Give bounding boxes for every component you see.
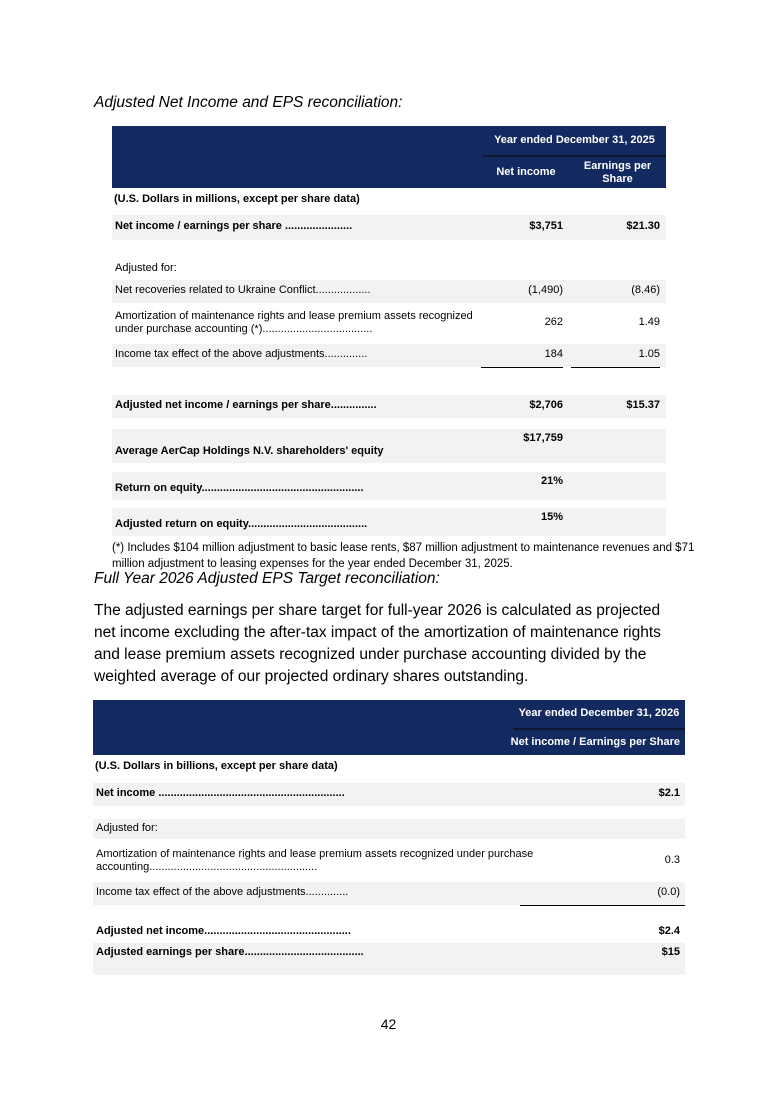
eps-target-table bbox=[93, 700, 685, 975]
table-row bbox=[112, 344, 666, 367]
table1-col-net-income: Net income bbox=[496, 165, 556, 178]
table2-units-note: (U.S. Dollars in billions, except per share data) bbox=[95, 760, 338, 772]
row-label: Adjusted return on equity....................................... bbox=[115, 518, 368, 530]
value-cell: 15% bbox=[540, 510, 563, 523]
value-cell: (8.46) bbox=[631, 284, 660, 297]
table-row bbox=[112, 472, 666, 500]
value-cell: 1.49 bbox=[638, 316, 660, 329]
value-cell: 1.05 bbox=[638, 348, 660, 361]
table1-footnote: (*) Includes $104 million adjustment to basic lease rents, $87 million adjustment to maintenance revenues and $71 million adjustment to leasing expenses for the year ended December 31, 2025. bbox=[112, 541, 695, 571]
section2-paragraph: The adjusted earnings per share target for full-year 2026 is calculated as projected net income excluding the after-tax impact of the amortization of maintenance rights and lease premium assets recognized under purchase accounting divided by the weighted average of our projected ordinary shares outstanding. bbox=[94, 602, 661, 685]
subtotal-rule bbox=[112, 367, 666, 369]
table2-col-header: Net income / Earnings per Share bbox=[510, 735, 680, 748]
value-cell: $2.4 bbox=[658, 924, 680, 937]
row-label: Net income / earnings per share ...................... bbox=[115, 220, 353, 233]
adjusted-net-income-table bbox=[112, 126, 695, 573]
row-label: Adjusted net income / earnings per share............... bbox=[115, 399, 377, 412]
value-cell: 184 bbox=[544, 348, 563, 361]
row-label: Amortization of maintenance rights and lease premium assets recognized under purchase accounting....................................................... bbox=[96, 847, 534, 874]
table2-header bbox=[93, 700, 685, 755]
table-row bbox=[112, 395, 666, 418]
table-row bbox=[112, 215, 666, 240]
table1-header bbox=[112, 126, 666, 188]
table-row bbox=[112, 429, 666, 463]
value-cell: 0.3 bbox=[664, 854, 680, 867]
row-label: Adjusted net income................................................ bbox=[96, 924, 351, 937]
table-row bbox=[112, 303, 666, 344]
table2-period-header: Year ended December 31, 2026 bbox=[513, 700, 685, 730]
value-cell: $3,751 bbox=[529, 220, 563, 233]
row-label: Adjusted earnings per share....................................... bbox=[96, 945, 364, 958]
row-label: Income tax effect of the above adjustments.............. bbox=[115, 348, 368, 361]
value-cell: $2,706 bbox=[529, 399, 563, 412]
value-cell: 21% bbox=[540, 474, 563, 487]
value-cell: (1,490) bbox=[528, 284, 563, 297]
table-row bbox=[93, 841, 685, 882]
value-cell: $21.30 bbox=[626, 220, 660, 233]
section1-title: Adjusted Net Income and EPS reconciliation: bbox=[94, 94, 403, 111]
value-cell: $15.37 bbox=[626, 399, 660, 412]
table-row bbox=[93, 882, 685, 905]
table-row bbox=[112, 259, 666, 280]
subtotal-rule bbox=[93, 905, 685, 907]
value-cell: $2.1 bbox=[658, 787, 680, 800]
table-row bbox=[112, 280, 666, 303]
value-cell: $15 bbox=[661, 945, 680, 958]
row-label: Net recoveries related to Ukraine Conflict.................. bbox=[115, 284, 371, 297]
table-row bbox=[93, 943, 685, 975]
row-label: Average AerCap Holdings N.V. shareholders' equity bbox=[115, 445, 384, 457]
value-cell: (0.0) bbox=[657, 886, 680, 899]
row-label: Income tax effect of the above adjustments.............. bbox=[96, 886, 349, 899]
table-row bbox=[93, 783, 685, 806]
row-label: Return on equity..................................................... bbox=[115, 482, 364, 494]
table-row bbox=[112, 508, 666, 536]
table-row bbox=[93, 921, 685, 943]
table1-units-note: (U.S. Dollars in millions, except per share data) bbox=[114, 193, 360, 205]
table-row bbox=[93, 819, 685, 839]
row-label: Adjusted for: bbox=[96, 821, 158, 834]
section2-title: Full Year 2026 Adjusted EPS Target reconciliation: bbox=[94, 570, 440, 587]
row-label: Amortization of maintenance rights and lease premium assets recognized under purchase accounting (*).................................... bbox=[115, 309, 473, 336]
table1-col-eps: Earnings per Share bbox=[583, 159, 652, 185]
table1-period-header: Year ended December 31, 2025 bbox=[483, 126, 666, 157]
value-cell: 262 bbox=[544, 316, 563, 329]
row-label: Net income ............................................................. bbox=[96, 787, 345, 800]
value-cell: $17,759 bbox=[523, 431, 563, 444]
page-number: 42 bbox=[380, 1016, 397, 1032]
row-label: Adjusted for: bbox=[115, 262, 177, 275]
